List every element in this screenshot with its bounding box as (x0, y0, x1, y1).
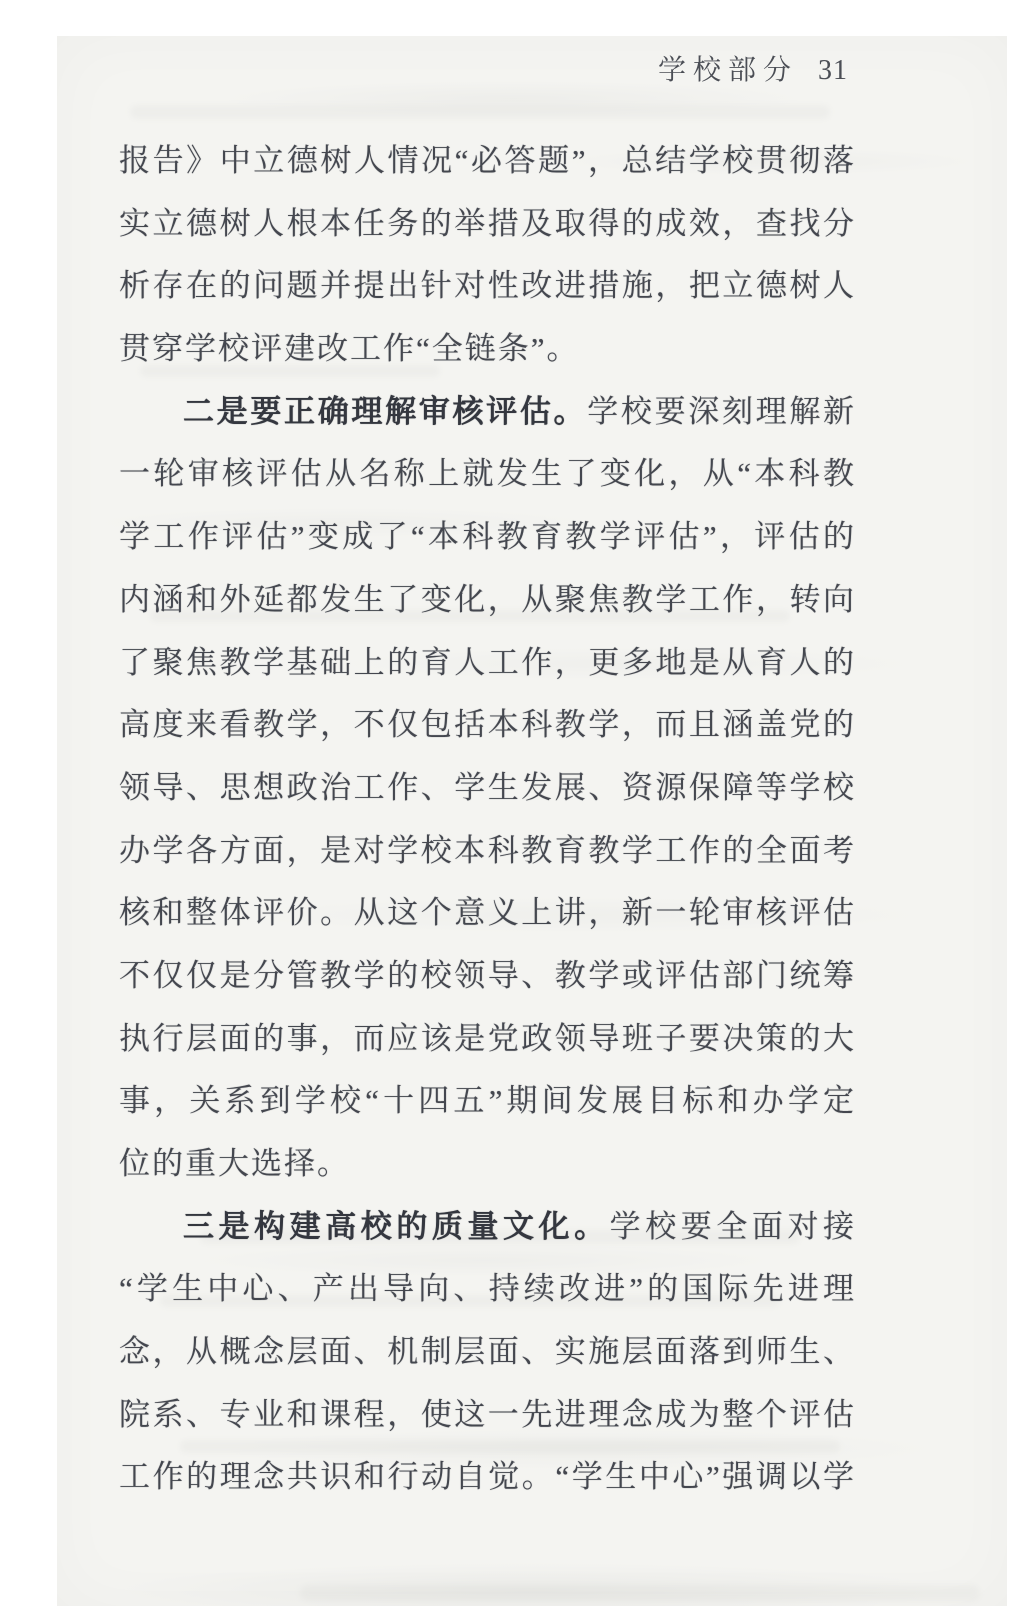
text-line: 工作的理念共识和行动自觉。“学生中心”强调以学 (119, 1459, 854, 1495)
text-line: 一轮审核评估从名称上就发生了变化，从“本科教 (119, 456, 854, 492)
text-line: 高度来看教学，不仅包括本科教学，而且涵盖党的 (119, 707, 854, 743)
section-title: 学校部分 (657, 55, 798, 86)
text-line: 学工作评估”变成了“本科教育教学评估”，评估的 (119, 519, 854, 555)
text-line: 核和整体评价。从这个意义上讲，新一轮审核评估 (119, 895, 854, 931)
text-line: 办学各方面，是对学校本科教育教学工作的全面考 (119, 832, 854, 868)
page-header (658, 48, 848, 88)
text-line: 领导、思想政治工作、学生发展、资源保障等学校 (119, 769, 854, 805)
text-line (119, 1196, 854, 1259)
text-content (119, 130, 854, 1509)
text-line: 事，关系到学校“十四五”期间发展目标和办学定 (119, 1083, 854, 1119)
text-line: 贯穿学校评建改工作“全链条”。 (119, 331, 580, 367)
text-line: 不仅仅是分管教学的校领导、教学或评估部门统筹 (119, 957, 854, 993)
text-line: 了聚焦教学基础上的育人工作，更多地是从育人的 (119, 644, 854, 680)
text-line: 内涵和外延都发生了变化，从聚焦教学工作，转向 (119, 581, 854, 617)
paragraph-lead-rest: 学校要深刻理解新 (587, 393, 854, 429)
text-line: 析存在的问题并提出针对性改进措施，把立德树人 (119, 268, 854, 304)
page-number: 31 (818, 55, 848, 86)
text-line: 报告》中立德树人情况“必答题”，总结学校贯彻落 (119, 143, 854, 178)
paragraph-lead-bold: 二是要正确理解审核评估。 (183, 393, 588, 429)
text-line: 位的重大选择。 (119, 1146, 350, 1181)
paragraph-lead-rest: 学校要全面对接 (609, 1208, 854, 1244)
text-line: 执行层面的事，而应该是党政领导班子要决策的大 (119, 1020, 854, 1056)
text-line: 实立德树人根本任务的举措及取得的成效，查找分 (119, 205, 854, 241)
text-line (119, 381, 854, 444)
text-line: 念，从概念层面、机制层面、实施层面落到师生、 (119, 1334, 854, 1370)
text-line: 院系、专业和课程，使这一先进理念成为整个评估 (119, 1396, 854, 1432)
text-line: “学生中心、产出导向、持续改进”的国际先进理 (119, 1271, 854, 1307)
paragraph-lead-bold: 三是构建高校的质量文化。 (183, 1208, 610, 1244)
